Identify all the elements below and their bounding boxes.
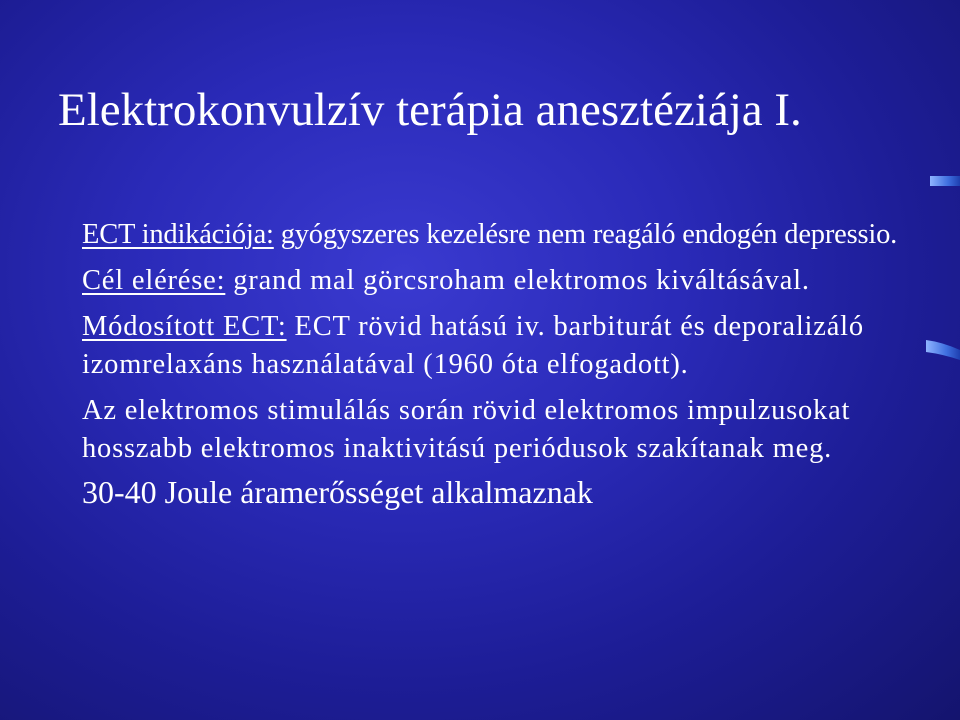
stripe-1 [930, 176, 960, 186]
slide-body [82, 216, 902, 512]
text-modified-ect: ECT rövid hatású iv. barbiturát és deporalizáló izomrelaxáns használatával (1960 óta elfogadott). [82, 311, 864, 380]
label-modified-ect: Módosított ECT: [82, 311, 287, 342]
stripe-2 [926, 340, 960, 360]
paragraph-modified-ect [82, 308, 902, 384]
paragraph-energy: 30-40 Joule áramerősséget alkalmaznak [82, 474, 593, 510]
paragraph-stimulation: Az elektromos stimulálás során rövid elektromos impulzusokat hosszabb elektromos inaktivitású periódusok szakítanak meg. [82, 395, 851, 464]
label-goal: Cél elérése: [82, 265, 226, 296]
label-indication: ECT indikációja: [82, 219, 274, 250]
text-goal: grand mal görcsroham elektromos kiváltásával. [225, 265, 810, 296]
slide-title: Elektrokonvulzív terápia anesztéziája I. [58, 84, 802, 136]
decorative-stripes [916, 168, 960, 468]
paragraph-indication [82, 216, 902, 254]
paragraph-goal [82, 262, 902, 300]
text-indication: gyógyszeres kezelésre nem reagáló endogén depressio. [273, 219, 898, 250]
